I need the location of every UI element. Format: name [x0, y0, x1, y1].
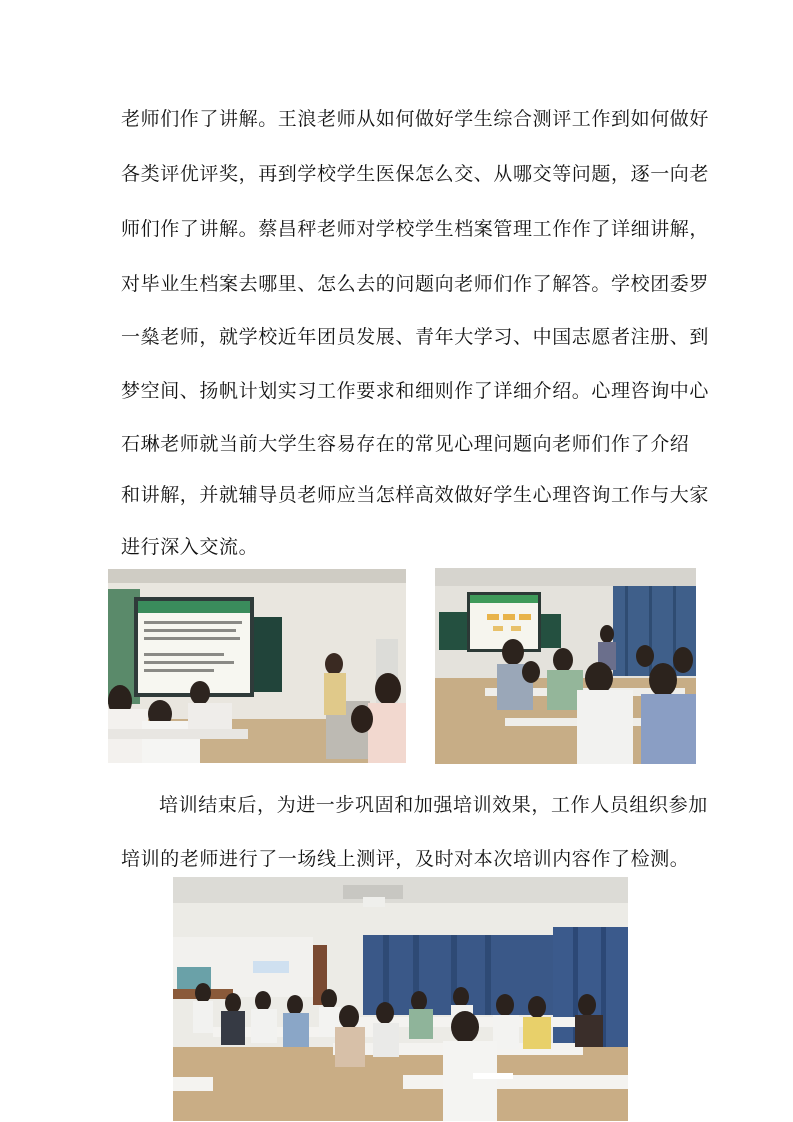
paragraph-1-line: 和讲解，并就辅导员老师应当怎样高效做好学生心理咨询工作与大家 — [121, 484, 710, 506]
training-photo-audience — [435, 568, 696, 764]
paragraph-1-line: 梦空间、扬帆计划实习工作要求和细则作了详细介绍。心理咨询中心 — [121, 380, 710, 402]
paragraph-1-line: 一燊老师，就学校近年团员发展、青年大学习、中国志愿者注册、到 — [121, 326, 710, 348]
paragraph-1-line: 石琳老师就当前大学生容易存在的常见心理问题向老师们作了介绍 — [121, 433, 690, 455]
paragraph-1-line: 老师们作了讲解。王浪老师从如何做好学生综合测评工作到如何做好 — [121, 108, 710, 130]
training-photo-classroom — [173, 877, 628, 1121]
paragraph-1-line: 对毕业生档案去哪里、怎么去的问题向老师们作了解答。学校团委罗 — [121, 273, 710, 295]
paragraph-1 — [121, 104, 710, 558]
paragraph-1-line: 师们作了讲解。蔡昌秤老师对学校学生档案管理工作作了详细讲解， — [121, 218, 710, 240]
paragraph-2-line: 培训的老师进行了一场线上测评，及时对本次培训内容作了检测。 — [121, 848, 690, 870]
paragraph-2 — [121, 790, 708, 870]
paragraph-1-line: 各类评优评奖，再到学校学生医保怎么交、从哪交等问题，逐一向老 — [121, 163, 710, 185]
paragraph-2-line: 培训结束后，为进一步巩固和加强培训效果，工作人员组织参加 — [159, 794, 708, 816]
paragraph-1-line: 进行深入交流。 — [121, 536, 259, 558]
training-photo-speaker — [108, 569, 406, 763]
